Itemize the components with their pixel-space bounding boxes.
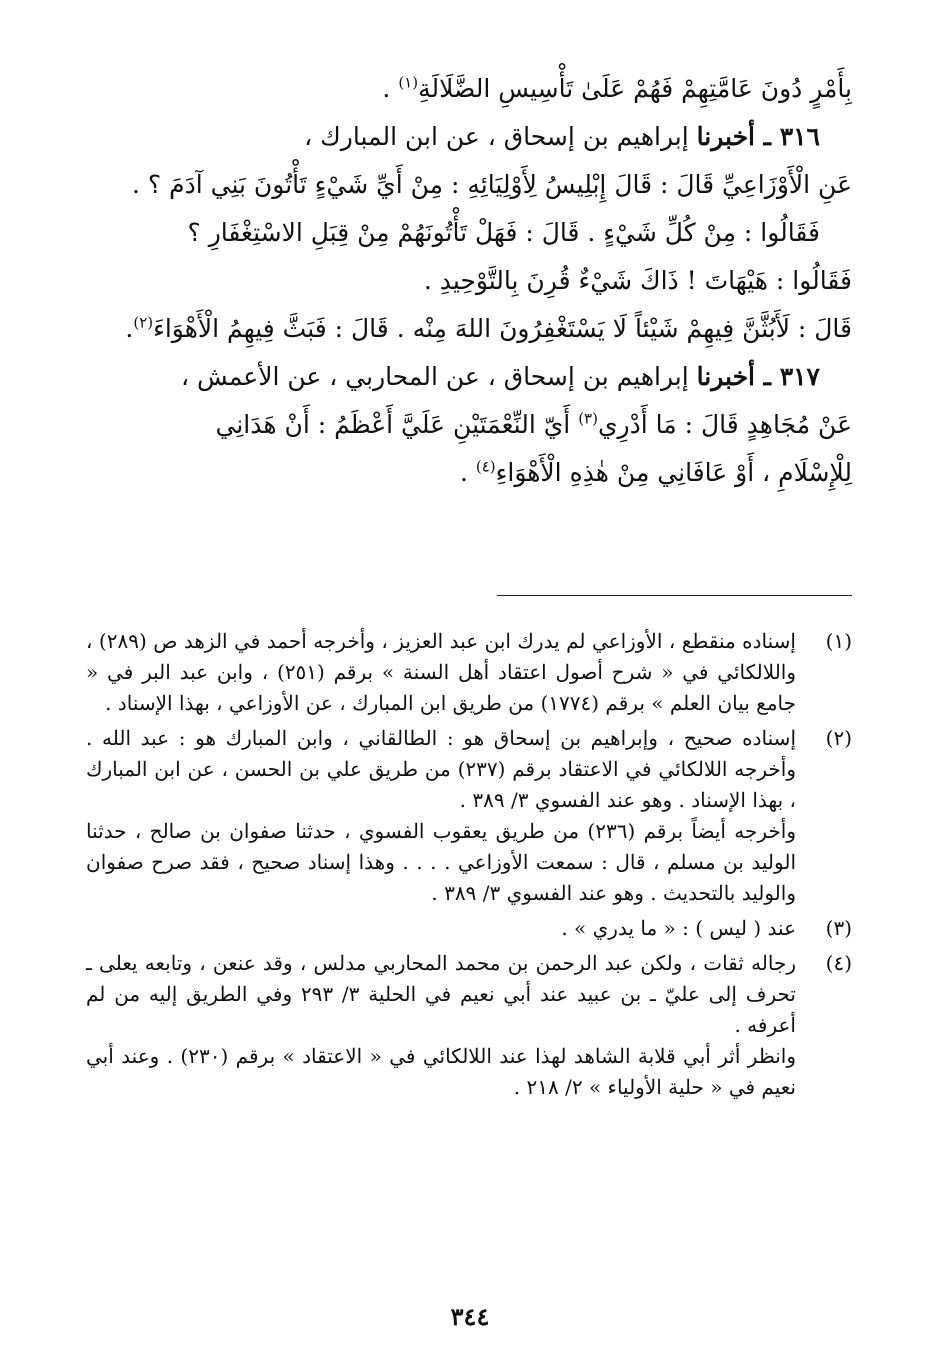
footnote-ref: (١) — [398, 73, 419, 92]
line-text: عَنْ مُجَاهِدٍ قَالَ : مَا أَدْرِي — [597, 410, 852, 439]
text-line — [86, 218, 852, 266]
line-text: فَقَالُوا : هَيْهَاتَ ! ذَاكَ شَيْءٌ قُرِنَ بِالتَّوْحِيدِ . — [423, 266, 852, 295]
text-line — [86, 458, 852, 506]
hadith-number: ٣١٦ — [779, 122, 820, 151]
footnote-paragraph: رجاله ثقات ، ولكن عبد الرحمن بن محمد المحاربي مدلس ، وقد عنعن ، وتابعه يعلى ـ تحرف إلى عليّ ـ بن عبيد عند أبي نعيم في الحلية ٣/ ٢٩٣ وفي الطريق إليه من لم أعرفه . — [86, 951, 796, 1037]
text-line — [86, 266, 852, 314]
footnote-number: (٣) — [825, 916, 852, 940]
main-text — [86, 74, 852, 506]
line-tail: . — [382, 74, 399, 103]
line-text: قَالَ : لَأَبُثَّنَّ فِيهِمْ شَيْئاً لَا يَسْتَغْفِرُونَ اللهَ مِنْه . قَالَ : فَبَثَّ فِيهِمُ الْأَهْوَاءَ — [153, 314, 852, 343]
line-text: فَقَالُوا : مِنْ كُلِّ شَيْءٍ . قَالَ : فَهَلْ تَأْتُونَهُمْ مِنْ قِبَلِ الاسْتِغْفَارِ ؟ — [187, 218, 820, 247]
line-text: إبراهيم بن إسحاق ، عن ابن المبارك ، — [304, 122, 697, 151]
line-text: لِلْإِسْلَامِ ، أَوْ عَافَانِي مِنْ هٰذِهِ الْأَهْوَاءِ — [495, 458, 852, 487]
hadith-lead: ـ أخبرنا — [696, 362, 780, 391]
hadith-number: ٣١٧ — [779, 362, 820, 391]
footnote-ref: (٤) — [475, 457, 496, 476]
footnote — [86, 626, 852, 719]
footnote-body — [86, 723, 796, 909]
footnote-separator — [497, 595, 852, 596]
line-text: إبراهيم بن إسحاق ، عن المحاربي ، عن الأعمش ، — [180, 362, 697, 391]
text-line — [86, 170, 852, 218]
line-tail: . — [459, 458, 476, 487]
footnote-paragraph: وأخرجه أيضاً برقم (٢٣٦) من طريق يعقوب الفسوي ، حدثنا صفوان بن صالح ، حدثنا الوليد بن مسلم ، قال : سمعت الأوزاعي . . . . وهذا إسناد صحيح ، فقد صرح صفوان والوليد بالتحديث . وهو عند الفسوي ٣/ ٣٨٩ . — [86, 819, 797, 905]
hadith-header-line — [86, 362, 852, 410]
line-tail: . — [125, 314, 134, 343]
footnote-ref: (٢) — [133, 313, 154, 332]
line-text: بِأَمْرٍ دُونَ عَامَّتِهِمْ فَهُمْ عَلَىٰ تَأْسِيسِ الضَّلَالَةِ — [418, 74, 852, 103]
footnote-body — [86, 913, 796, 944]
line-text: عَنِ الْأَوْزَاعِيِّ قَالَ : قَالَ إِبْلِيسُ لِأَوْلِيَائِهِ : مِنْ أَيِّ شَيْءٍ تَأْتُونَ بَنِي آدَمَ ؟ . — [132, 170, 852, 199]
text-line — [86, 74, 852, 122]
footnote-ref: (٣) — [578, 409, 598, 428]
footnote-number: (٢) — [825, 726, 852, 750]
hadith-lead: ـ أخبرنا — [696, 122, 780, 151]
page-number: ٣٤٤ — [450, 1302, 490, 1331]
footnote-paragraph: وانظر أثر أبي قلابة الشاهد لهذا عند اللالكائي في « الاعتقاد » برقم (٢٣٠) . وعند أبي نعيم في « حلية الأولياء » ٢/ ٢١٨ . — [86, 1044, 797, 1099]
footnotes — [86, 626, 852, 1107]
footnote — [86, 948, 852, 1103]
text-line — [86, 410, 852, 458]
hadith-header-line — [86, 122, 852, 170]
text-line — [86, 314, 852, 362]
footnote-number: (٤) — [825, 951, 852, 975]
footnote — [86, 913, 852, 944]
line-tail: أَيّ النِّعْمَتَيْنِ عَلَيَّ أَعْظَمُ : أَنْ هَدَانِي — [215, 410, 579, 439]
footnote-body — [86, 948, 796, 1103]
footnote-number: (١) — [825, 629, 852, 653]
footnote — [86, 723, 852, 909]
footnote-paragraph: إسناده صحيح ، وإبراهيم بن إسحاق هو : الطالقاني ، وابن المبارك هو : عبد الله . وأخرجه اللالكائي في الاعتقاد برقم (٢٣٧) من طريق علي بن الحسن ، عن ابن المبارك ، بهذا الإسناد . وهو عند الفسوي ٣/ ٣٨٩ . — [86, 726, 796, 812]
footnote-paragraph: إسناده منقطع ، الأوزاعي لم يدرك ابن عبد العزيز ، وأخرجه أحمد في الزهد ص (٢٨٩) ، واللالكائي في « شرح أصول اعتقاد أهل السنة » برقم (٢٥١) ، وابن عبد البر في « جامع بيان العلم » برقم (١٧٧٤) من طريق ابن المبارك ، عن الأوزاعي ، بهذا الإسناد . — [86, 629, 797, 715]
footnote-body — [86, 626, 796, 719]
footnote-paragraph: عند ( ليس ) : « ما يدري » . — [561, 916, 796, 940]
